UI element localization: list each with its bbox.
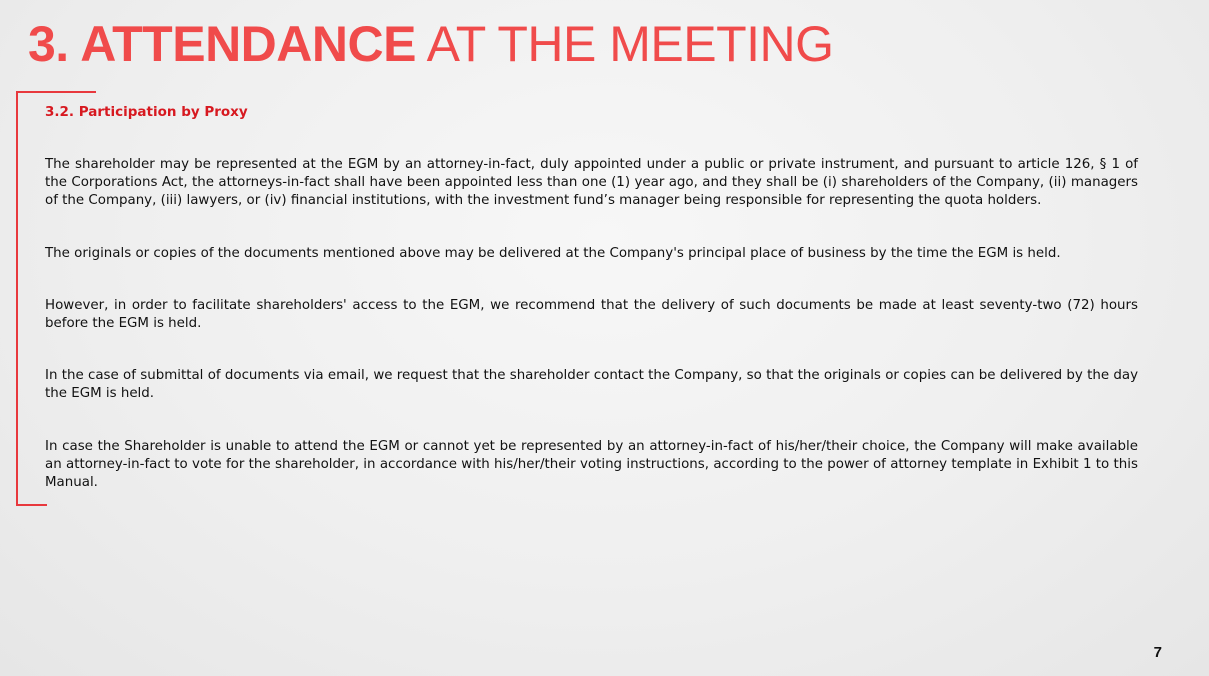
- slide-title-bold: 3. ATTENDANCE: [28, 16, 416, 72]
- paragraph: However, in order to facilitate shareholders' access to the EGM, we recommend that the delivery of such documents be made at least seventy-two (72) hours before the EGM is held.: [45, 297, 1138, 332]
- slide-title-light: AT THE MEETING: [415, 16, 834, 72]
- paragraph: In the case of submittal of documents via email, we request that the shareholder contact the Company, so that the originals or copies can be delivered by the day the EGM is held.: [45, 368, 1138, 402]
- section-bracket: [16, 91, 46, 506]
- paragraph: In case the Shareholder is unable to attend the EGM or cannot yet be represented by an attorney-in-fact of his/her/their choice, the Company will make available an attorney-in-fact to vote for the shareholder, in accordance with his/her/their voting instructions, according to the power of attorney template in Exhibit 1 to this Manual.: [45, 438, 1138, 491]
- bracket-top-line: [16, 91, 96, 93]
- page-number: 7: [1153, 644, 1162, 661]
- section-heading: 3.2. Participation by Proxy: [45, 104, 248, 120]
- bracket-bottom-line: [16, 504, 47, 506]
- paragraph: The shareholder may be represented at the EGM by an attorney-in-fact, duly appointed under a public or private instrument, and pursuant to article 126, § 1 of the Corporations Act, the attorneys-in-fact shall have been appointed less than one (1) year ago, and they shall be (i) shareholders of the Company, (ii) managers of the Company, (iii) lawyers, or (iv) financial institutions, with the investment fund’s manager being responsible for representing the quota holders.: [45, 157, 1138, 209]
- paragraph: The originals or copies of the documents mentioned above may be delivered at the Company's principal place of business by the time the EGM is held.: [45, 245, 1061, 261]
- slide-title: [28, 14, 834, 74]
- section-body: [45, 156, 1138, 492]
- bracket-vertical-line: [16, 91, 18, 506]
